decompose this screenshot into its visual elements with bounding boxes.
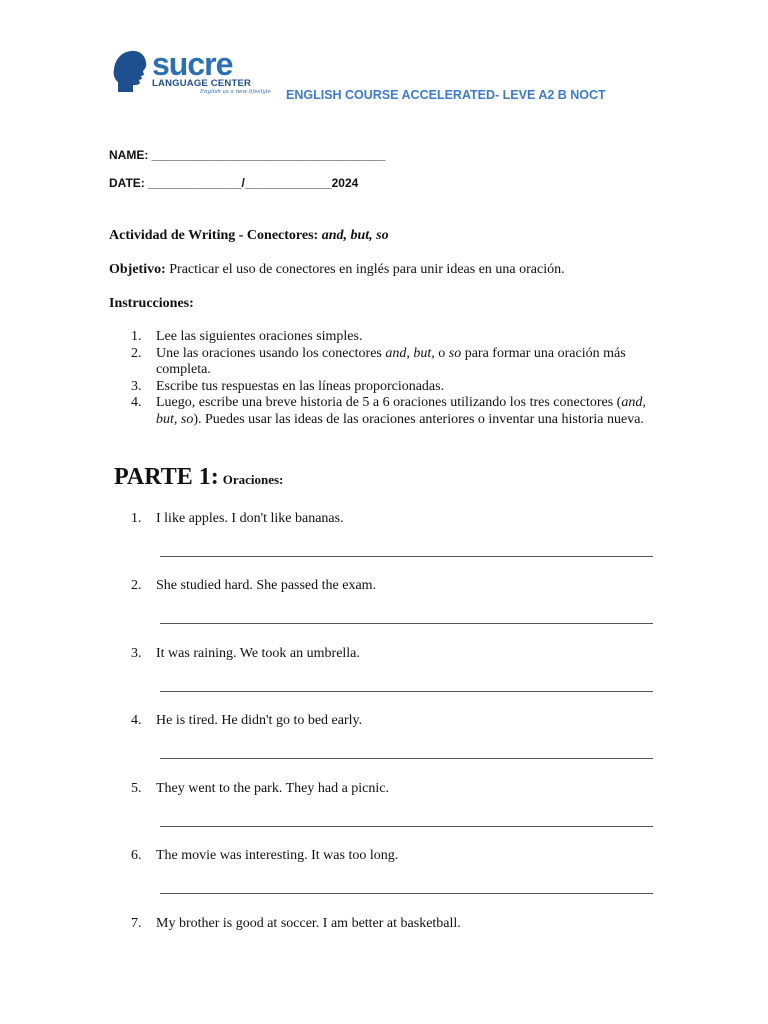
logo-tagline: English as a new lifestyle	[200, 89, 271, 95]
sentence-item	[131, 713, 362, 729]
instruction-item	[109, 329, 669, 346]
part1-heading: PARTE 1:	[114, 464, 219, 490]
instruction-number: 3.	[131, 378, 142, 394]
instruction-connectors: and, but, so	[156, 395, 646, 427]
sentence-number: 7.	[131, 916, 142, 931]
activity-title-connectors: and, but, so	[321, 228, 389, 243]
sentence-text: The movie was interesting. It was too long.	[156, 848, 399, 863]
instruction-item	[109, 395, 669, 428]
sentence-item	[131, 511, 344, 527]
sentence-item	[131, 916, 461, 932]
activity-title-prefix: Actividad de Writing - Conectores:	[109, 228, 322, 243]
sentence-number: 3.	[131, 646, 142, 661]
instruction-text: ). Puedes usar las ideas de las oraciones anteriores o inventar una historia nueva.	[193, 411, 644, 427]
instructions-heading: Instrucciones:	[109, 296, 194, 311]
sentence-text: She studied hard. She passed the exam.	[156, 578, 377, 593]
date-field[interactable]: DATE: ______________/_____________2024	[109, 176, 359, 190]
objective-text: Practicar el uso de conectores en inglés para unir ideas en una oración.	[165, 262, 565, 277]
sentence-text: My brother is good at soccer. I am better at basketball.	[156, 916, 461, 931]
sucre-logo	[112, 48, 272, 96]
instruction-text: para formar una oración más completa.	[156, 345, 626, 377]
answer-line[interactable]	[160, 758, 653, 759]
sentence-item	[131, 848, 398, 864]
objective	[109, 262, 565, 278]
sentence-text: He is tired. He didn't go to bed early.	[156, 713, 363, 728]
sentence-number: 2.	[131, 578, 142, 593]
sentence-number: 1.	[131, 511, 142, 526]
sentence-text: I like apples. I don't like bananas.	[156, 511, 344, 526]
name-field[interactable]: NAME: ___________________________________	[109, 148, 386, 162]
answer-line[interactable]	[160, 893, 653, 894]
objective-label: Objetivo:	[109, 262, 166, 277]
sentence-number: 5.	[131, 781, 142, 796]
instruction-number: 4.	[131, 395, 142, 410]
part1-subheading: Oraciones:	[222, 472, 284, 487]
instruction-number: 2.	[131, 345, 142, 361]
sentence-item	[131, 578, 376, 594]
logo-wordmark: sucre	[152, 46, 233, 82]
activity-title	[109, 228, 389, 244]
answer-line[interactable]	[160, 691, 653, 692]
instructions-list	[109, 329, 669, 428]
sentence-item	[131, 646, 360, 662]
instruction-item	[109, 346, 669, 379]
sentence-number: 4.	[131, 713, 142, 728]
sentence-number: 6.	[131, 848, 142, 863]
answer-line[interactable]	[160, 623, 653, 624]
instruction-text: Lee las siguientes oraciones simples.	[156, 329, 363, 344]
instruction-text: Escribe tus respuestas en las líneas proporcionadas.	[156, 378, 445, 394]
answer-line[interactable]	[160, 826, 653, 827]
instruction-text: Luego, escribe una breve historia de 5 a 6 oraciones utilizando los tres conectores (	[156, 395, 622, 410]
instruction-text: o	[434, 345, 449, 361]
instruction-connectors: and, but,	[385, 345, 435, 361]
part1-title	[114, 464, 283, 491]
logo-subtitle: LANGUAGE CENTER	[152, 78, 252, 89]
instruction-text: Une las oraciones usando los conectores	[156, 345, 386, 361]
instruction-item	[109, 379, 669, 396]
course-title: ENGLISH COURSE ACCELERATED- LEVE A2 B NOCT	[286, 88, 606, 102]
answer-line[interactable]	[160, 556, 653, 557]
instruction-number: 1.	[131, 329, 142, 344]
sentence-item	[131, 781, 389, 797]
head-silhouette-icon	[112, 48, 148, 94]
sentence-text: They went to the park. They had a picnic.	[156, 781, 389, 796]
instruction-connector-so: so	[448, 345, 462, 361]
sentence-text: It was raining. We took an umbrella.	[156, 646, 360, 661]
